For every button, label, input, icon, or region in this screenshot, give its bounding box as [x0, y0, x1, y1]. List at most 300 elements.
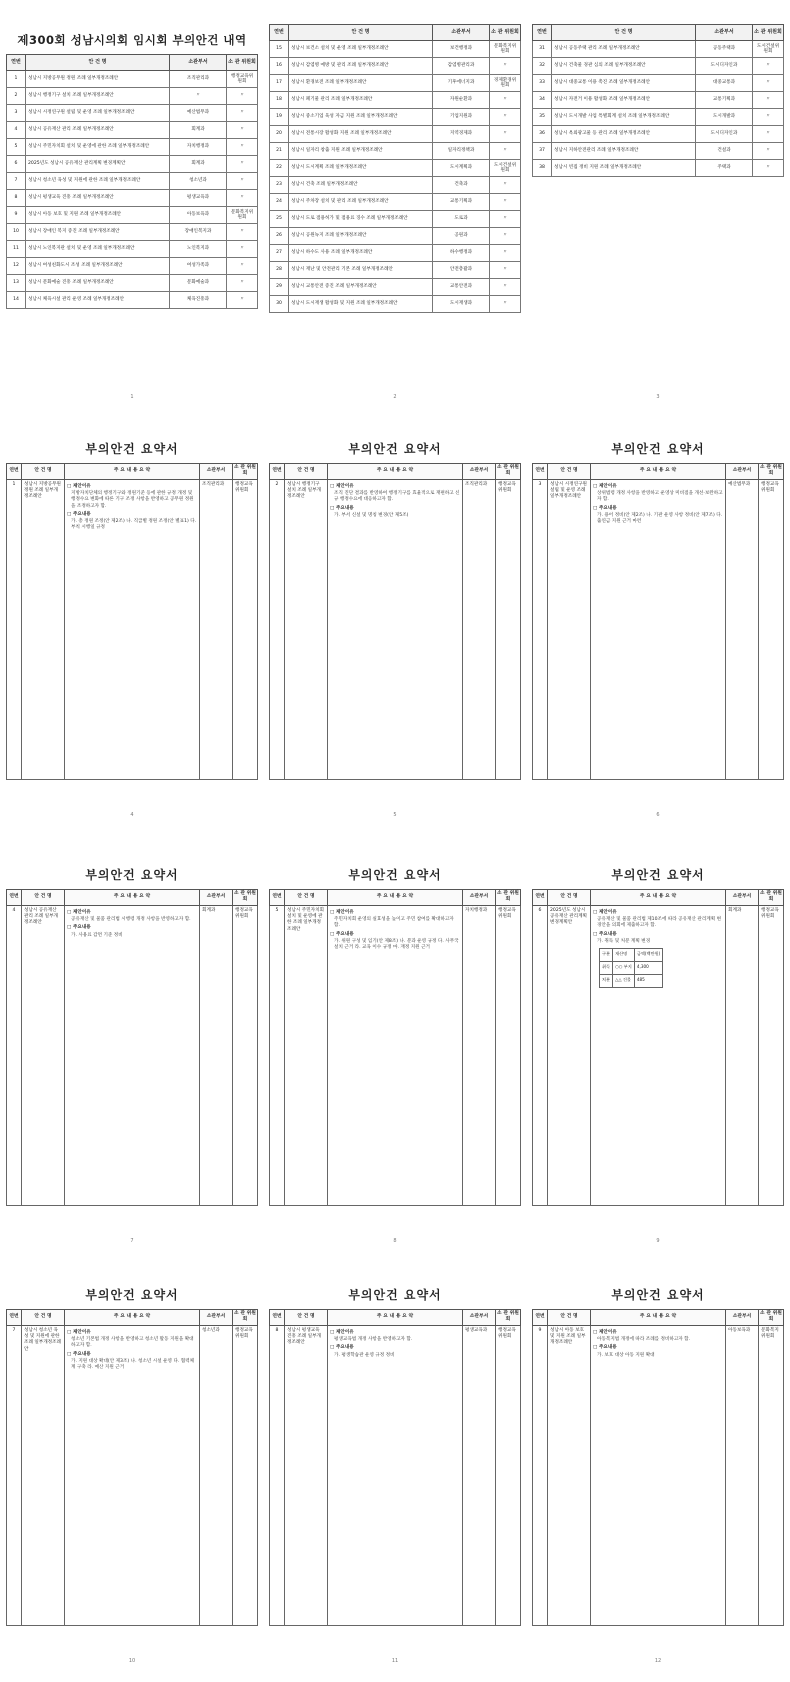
agenda-name: 성남시 지하안전관리 조례 일부개정조례안: [552, 143, 696, 160]
col-num: 연번: [7, 1310, 22, 1326]
col-summary: 주 요 내 용 요 약: [591, 890, 726, 906]
row-number: 36: [533, 126, 552, 143]
row-number: 38: [533, 160, 552, 177]
summary-body: [328, 1325, 463, 1625]
department: 노인복지과: [170, 241, 227, 258]
page-number: 11: [391, 1658, 399, 1664]
col-name: 안 건 명: [548, 464, 591, 480]
table-row: [7, 275, 258, 292]
col-name: 안 건 명: [289, 25, 433, 41]
property-table: [599, 948, 663, 988]
content-heading: □ 주요내용: [330, 505, 354, 511]
table-row: [7, 224, 258, 241]
committee: 행정교육위원회: [759, 905, 784, 1205]
committee: 〃: [227, 241, 258, 258]
col-name: 안 건 명: [285, 464, 328, 480]
col-name: 안 건 명: [22, 1310, 65, 1326]
agenda-name: 성남시 전통시장 활성화 지원 조례 일부개정조례안: [289, 126, 433, 143]
row-number: 28: [270, 262, 289, 279]
row-number: 26: [270, 228, 289, 245]
page-number: 5: [393, 812, 397, 818]
summary-table: [269, 889, 521, 1206]
summary-page: [6, 862, 258, 1246]
table-cell: ○○ 부지: [613, 961, 635, 974]
col-dept: 소관부서: [726, 890, 759, 906]
table-row: [7, 122, 258, 139]
agenda-name: 성남시 지방공무원 정원 조례 일부개정조례안: [26, 71, 170, 88]
table-row: [533, 143, 784, 160]
department: 교통안전과: [433, 279, 490, 296]
content-heading: □ 주요내용: [67, 511, 91, 517]
col-num: 연번: [270, 464, 285, 480]
committee: 문화복지위원회: [227, 207, 258, 224]
table-row: [7, 156, 258, 173]
agenda-list-table: [269, 24, 521, 313]
summary-title: 부의안건 요약서: [348, 442, 442, 456]
col-dept: 소관부서: [200, 890, 233, 906]
committee: 〃: [753, 143, 784, 160]
committee: 행정교육위원회: [233, 1325, 258, 1625]
row-number: 14: [7, 292, 26, 309]
table-row: [270, 194, 521, 211]
content-heading: □ 주요내용: [67, 925, 91, 931]
row-number: 3: [7, 105, 26, 122]
row-number: 7: [7, 173, 26, 190]
page-number: 8: [393, 1238, 397, 1244]
col-summary: 주 요 내 용 요 약: [65, 1310, 200, 1326]
col-num: 연번: [270, 1310, 285, 1326]
department: 하수행정과: [433, 245, 490, 262]
agenda-name: 성남시 아동 보호 및 지원 조례 일부개정조례안: [26, 207, 170, 224]
content-text: 가. 평생학습관 운영 규정 정비: [334, 1352, 395, 1358]
department: 평생교육과: [170, 190, 227, 207]
department: 장애인복지과: [170, 224, 227, 241]
agenda-name: 성남시 건축물 경관 심의 조례 일부개정조례안: [552, 58, 696, 75]
agenda-name: 성남시 행정기구 설치 조례 일부개정조례안: [285, 479, 328, 779]
department: 여성가족과: [170, 258, 227, 275]
table-row: [7, 105, 258, 122]
summary-body: [591, 479, 726, 779]
content-text: 가. 총 정원 조정(안 제2조) 나. 직급별 정원 조정(안 별표1) 다. 부칙 시행일 규정: [71, 518, 197, 531]
row-number: 7: [7, 1325, 22, 1625]
summary-table: [532, 463, 784, 780]
table-row: [7, 190, 258, 207]
department: 안전총괄과: [433, 262, 490, 279]
table-row: [7, 241, 258, 258]
row-number: 2: [7, 88, 26, 105]
table-row: [270, 296, 521, 313]
committee: 행정교육위원회: [233, 479, 258, 779]
reason-text: 평생교육법 개정 사항을 반영하고자 함.: [334, 1337, 413, 1343]
col-committee: 소 관 위원회: [753, 25, 784, 41]
col-dept: 소관부서: [200, 464, 233, 480]
agenda-name: 성남시 장애인 복지 증진 조례 일부개정조례안: [26, 224, 170, 241]
col-name: 안 건 명: [22, 890, 65, 906]
department: 공원과: [433, 228, 490, 245]
summary-page: [269, 436, 521, 820]
agenda-name: 성남시 지방공무원 정원 조례 일부개정조례안: [22, 479, 65, 779]
committee: 〃: [753, 58, 784, 75]
summary-table: [269, 1309, 521, 1626]
department: 조직관리과: [200, 479, 233, 779]
col-dept: 소관부서: [726, 1310, 759, 1326]
col-num: 연번: [533, 25, 552, 41]
summary-title: 부의안건 요약서: [348, 868, 442, 882]
col-name: 안 건 명: [552, 25, 696, 41]
col-committee: 소 관 위원회: [233, 1310, 258, 1326]
table-row: [270, 262, 521, 279]
content-text: 가. 부서 신설 및 명칭 변경(안 제5조): [334, 512, 409, 518]
department: 도시재생과: [433, 296, 490, 313]
department: 회계과: [170, 156, 227, 173]
content-text: 가. 위원 구성 및 임기(안 제8조) 나. 분과 운영 규정 다. 사무국 설치 근거 라. 교육 이수 규정 마. 재정 지원 근거: [334, 938, 459, 950]
list-page-1: [6, 18, 258, 402]
agenda-name: 성남시 도시개발 사업 특별회계 설치 조례 일부개정조례안: [552, 109, 696, 126]
table-row: [533, 75, 784, 92]
page-number: 9: [656, 1238, 660, 1244]
agenda-name: 성남시 청소년 육성 및 지원에 관한 조례 일부개정조례안: [22, 1325, 65, 1625]
committee: 〃: [753, 92, 784, 109]
department: 도시디자인과: [696, 126, 753, 143]
summary-title: 부의안건 요약서: [611, 442, 705, 456]
committee: 문화복지위원회: [490, 41, 521, 58]
col-dept: 소관부서: [170, 55, 227, 71]
col-committee: 소 관 위원회: [496, 464, 521, 480]
committee: 〃: [227, 88, 258, 105]
row-number: 27: [270, 245, 289, 262]
department: 공동주택과: [696, 41, 753, 58]
reason-text: 청소년 기본법 개정 사항을 반영하고 청소년 활동 지원을 확대하고자 함.: [71, 1337, 194, 1349]
committee: 〃: [490, 58, 521, 75]
department: 자치행정과: [170, 139, 227, 156]
row-number: 12: [7, 258, 26, 275]
list-page-3: [532, 18, 784, 402]
col-committee: 소 관 위원회: [227, 55, 258, 71]
committee: 〃: [753, 126, 784, 143]
agenda-name: 성남시 평생교육 진흥 조례 일부개정조례안: [26, 190, 170, 207]
table-row: [270, 41, 521, 58]
committee: 〃: [227, 122, 258, 139]
col-num: 연번: [7, 464, 22, 480]
col-name: 안 건 명: [285, 890, 328, 906]
table-row: [600, 974, 663, 987]
table-row: [270, 1325, 521, 1625]
col-name: 안 건 명: [26, 55, 170, 71]
agenda-name: 성남시 행정기구 설치 조례 일부개정조례안: [26, 88, 170, 105]
department: 대중교통과: [696, 75, 753, 92]
department: 평생교육과: [463, 1325, 496, 1625]
table-cell: △△ 건물: [613, 974, 635, 987]
department: 감염병관리과: [433, 58, 490, 75]
table-cell: 4,300: [634, 961, 663, 974]
committee: 〃: [490, 211, 521, 228]
agenda-name: 성남시 평생교육 진흥 조례 일부개정조례안: [285, 1325, 328, 1625]
agenda-name: 성남시 빈집 정비 지원 조례 일부개정조례안: [552, 160, 696, 177]
row-number: 10: [7, 224, 26, 241]
col-committee: 소 관 위원회: [490, 25, 521, 41]
content-text: 가. 지원 대상 확대(안 제3조) 나. 청소년 시설 운영 다. 협력체계 구축 라. 예산 지원 근거: [71, 1358, 195, 1370]
reason-heading: □ 제안이유: [330, 909, 354, 915]
summary-body: [328, 479, 463, 779]
committee: 〃: [490, 177, 521, 194]
summary-title: 부의안건 요약서: [611, 868, 705, 882]
row-number: 25: [270, 211, 289, 228]
agenda-name: 2025년도 성남시 공유재산 관리계획 변경계획안: [26, 156, 170, 173]
department: 도시개발과: [696, 109, 753, 126]
content-heading: □ 주요내용: [330, 931, 354, 937]
reason-text: 공유재산 및 물품 관리법 제10조에 따라 공유재산 관리계획 변경안을 의회에 제출하고자 함.: [597, 917, 722, 929]
committee: 〃: [490, 262, 521, 279]
row-number: 29: [270, 279, 289, 296]
row-number: 15: [270, 41, 289, 58]
content-text: 가. 취득 및 처분 계획 변경: [597, 938, 651, 944]
committee: 〃: [490, 279, 521, 296]
col-name: 안 건 명: [548, 890, 591, 906]
table-row: [270, 228, 521, 245]
summary-title: 부의안건 요약서: [85, 1288, 179, 1302]
committee: 도시건설위원회: [490, 160, 521, 177]
document-title: 제300회 성남시의회 임시회 부의안건 내역: [17, 33, 247, 47]
row-number: 24: [270, 194, 289, 211]
reason-text: 아동복지법 개정에 따라 조례를 정비하고자 함.: [597, 1337, 691, 1343]
agenda-name: 성남시 공유재산 관리 조례 일부개정조례안: [22, 905, 65, 1205]
table-row: [600, 948, 663, 961]
agenda-name: 성남시 시정연구원 설립 및 운영 조례 일부개정조례안: [26, 105, 170, 122]
table-cell: 485: [634, 974, 663, 987]
col-committee: 소 관 위원회: [759, 464, 784, 480]
page-number: 4: [130, 812, 134, 818]
col-committee: 소 관 위원회: [759, 890, 784, 906]
committee: 〃: [227, 292, 258, 309]
table-row: [7, 258, 258, 275]
col-summary: 주 요 내 용 요 약: [328, 890, 463, 906]
committee: 행정교육위원회: [233, 905, 258, 1205]
department: 건설과: [696, 143, 753, 160]
table-row: [270, 160, 521, 177]
committee: 도시건설위원회: [753, 41, 784, 58]
row-number: 37: [533, 143, 552, 160]
summary-page: [6, 1282, 258, 1666]
page-number: 2: [393, 394, 397, 400]
agenda-name: 성남시 공유재산 관리 조례 일부개정조례안: [26, 122, 170, 139]
page-number: 6: [656, 812, 660, 818]
department: 자치행정과: [463, 905, 496, 1205]
table-cell: 처분: [600, 974, 613, 987]
row-number: 2: [270, 479, 285, 779]
department: 교통기획과: [433, 194, 490, 211]
committee: 〃: [490, 245, 521, 262]
reason-text: 공유재산 및 물품 관리법 시행령 개정 사항을 반영하고자 함.: [71, 917, 191, 923]
table-row: [7, 139, 258, 156]
department: 일자리정책과: [433, 143, 490, 160]
table-row: [533, 905, 784, 1205]
summary-table: [6, 1309, 258, 1626]
row-number: 4: [7, 122, 26, 139]
committee: 경제환경위원회: [490, 75, 521, 92]
col-dept: 소관부서: [696, 25, 753, 41]
summary-title: 부의안건 요약서: [85, 442, 179, 456]
agenda-list-table: [532, 24, 784, 177]
table-cell: 취득: [600, 961, 613, 974]
agenda-name: 성남시 하수도 사용 조례 일부개정조례안: [289, 245, 433, 262]
agenda-name: 성남시 청소년 육성 및 지원에 관한 조례 일부개정조례안: [26, 173, 170, 190]
summary-table: [532, 889, 784, 1206]
row-number: 18: [270, 92, 289, 109]
department: 아동보육과: [726, 1325, 759, 1625]
table-row: [533, 479, 784, 779]
col-summary: 주 요 내 용 요 약: [591, 1310, 726, 1326]
summary-body: [65, 1325, 200, 1625]
col-name: 안 건 명: [285, 1310, 328, 1326]
table-row: [7, 292, 258, 309]
row-number: 1: [7, 71, 26, 88]
summary-page: [269, 862, 521, 1246]
table-cell: 구분: [600, 948, 613, 961]
committee: 행정교육위원회: [496, 905, 521, 1205]
department: 교통기획과: [696, 92, 753, 109]
summary-page: [6, 436, 258, 820]
col-committee: 소 관 위원회: [233, 890, 258, 906]
col-summary: 주 요 내 용 요 약: [65, 890, 200, 906]
col-dept: 소관부서: [726, 464, 759, 480]
committee: 〃: [490, 228, 521, 245]
department: 〃: [170, 88, 227, 105]
committee: 〃: [227, 139, 258, 156]
row-number: 16: [270, 58, 289, 75]
row-number: 31: [533, 41, 552, 58]
reason-text: 조직 진단 결과를 반영하여 행정기구를 효율적으로 재편하고 신규 행정수요에 대응하고자 함.: [334, 491, 460, 503]
agenda-name: 성남시 노인복지관 설치 및 운영 조례 일부개정조례안: [26, 241, 170, 258]
agenda-name: 성남시 문화예술 진흥 조례 일부개정조례안: [26, 275, 170, 292]
col-summary: 주 요 내 용 요 약: [591, 464, 726, 480]
department: 회계과: [726, 905, 759, 1205]
row-number: 33: [533, 75, 552, 92]
reason-heading: □ 제안이유: [593, 483, 617, 489]
department: 기업지원과: [433, 109, 490, 126]
row-number: 32: [533, 58, 552, 75]
col-dept: 소관부서: [463, 1310, 496, 1326]
list-page-2: [269, 18, 521, 402]
agenda-name: 성남시 대중교통 이용 촉진 조례 일부개정조례안: [552, 75, 696, 92]
content-text: 가. 용어 정비(안 제2조) 나. 기관 운영 사항 정비(안 제7조) 다. 출연금 지원 근거 마련: [597, 512, 723, 524]
department: 회계과: [200, 905, 233, 1205]
department: 자원순환과: [433, 92, 490, 109]
summary-body: [65, 905, 200, 1205]
col-num: 연번: [533, 464, 548, 480]
col-dept: 소관부서: [463, 464, 496, 480]
col-num: 연번: [7, 890, 22, 906]
table-row: [600, 961, 663, 974]
table-row: [270, 58, 521, 75]
col-dept: 소관부서: [433, 25, 490, 41]
row-number: 30: [270, 296, 289, 313]
agenda-name: 성남시 중소기업 육성 자금 지원 조례 일부개정조례안: [289, 109, 433, 126]
table-row: [7, 71, 258, 88]
agenda-name: 성남시 옥외광고물 등 관리 조례 일부개정조례안: [552, 126, 696, 143]
department: 기후에너지과: [433, 75, 490, 92]
reason-text: 상위법령 개정 사항을 반영하고 운영상 미비점을 개선·보완하고자 함.: [597, 491, 723, 503]
agenda-name: 성남시 공동주택 관리 조례 일부개정조례안: [552, 41, 696, 58]
committee: 〃: [227, 224, 258, 241]
row-number: 1: [7, 479, 22, 779]
summary-page: [269, 1282, 521, 1666]
department: 도로과: [433, 211, 490, 228]
agenda-name: 성남시 감염병 예방 및 관리 조례 일부개정조례안: [289, 58, 433, 75]
col-committee: 소 관 위원회: [496, 1310, 521, 1326]
committee: 행정교육위원회: [496, 1325, 521, 1625]
table-row: [7, 207, 258, 224]
agenda-name: 성남시 자전거 이용 활성화 조례 일부개정조례안: [552, 92, 696, 109]
col-summary: 주 요 내 용 요 약: [65, 464, 200, 480]
col-num: 연번: [533, 890, 548, 906]
content-text: 가. 보호 대상 아동 지원 확대: [597, 1352, 655, 1358]
table-cell: 재산명: [613, 948, 635, 961]
row-number: 3: [533, 479, 548, 779]
summary-body: [591, 1325, 726, 1625]
row-number: 8: [270, 1325, 285, 1625]
col-summary: 주 요 내 용 요 약: [328, 1310, 463, 1326]
table-row: [270, 479, 521, 779]
agenda-name: 성남시 건축 조례 일부개정조례안: [289, 177, 433, 194]
table-row: [270, 245, 521, 262]
row-number: 17: [270, 75, 289, 92]
content-heading: □ 주요내용: [593, 931, 617, 937]
agenda-name: 2025년도 성남시 공유재산 관리계획 변경계획안: [548, 905, 591, 1205]
summary-table: [269, 463, 521, 780]
table-row: [270, 109, 521, 126]
row-number: 23: [270, 177, 289, 194]
row-number: 5: [7, 139, 26, 156]
table-row: [7, 1325, 258, 1625]
committee: 〃: [227, 156, 258, 173]
row-number: 34: [533, 92, 552, 109]
agenda-name: 성남시 여성친화도시 조성 조례 일부개정조례안: [26, 258, 170, 275]
committee: 〃: [490, 143, 521, 160]
department: 조직관리과: [463, 479, 496, 779]
page-number: 10: [128, 1658, 136, 1664]
row-number: 8: [7, 190, 26, 207]
department: 문화예술과: [170, 275, 227, 292]
committee: 행정교육위원회: [496, 479, 521, 779]
row-number: 20: [270, 126, 289, 143]
col-num: 연번: [533, 1310, 548, 1326]
committee: 〃: [753, 109, 784, 126]
table-row: [533, 126, 784, 143]
department: 체육진흥과: [170, 292, 227, 309]
summary-title: 부의안건 요약서: [611, 1288, 705, 1302]
row-number: 35: [533, 109, 552, 126]
agenda-name: 성남시 도시재생 활성화 및 지원 조례 일부개정조례안: [289, 296, 433, 313]
department: 지역경제과: [433, 126, 490, 143]
committee: 문화복지위원회: [759, 1325, 784, 1625]
committee: 〃: [490, 109, 521, 126]
table-row: [533, 41, 784, 58]
summary-table: [532, 1309, 784, 1626]
table-row: [533, 1325, 784, 1625]
summary-body: [65, 479, 200, 779]
row-number: 9: [533, 1325, 548, 1625]
table-row: [7, 479, 258, 779]
agenda-name: 성남시 주민자치회 설치 및 운영에 관한 조례 일부개정조례안: [285, 905, 328, 1205]
committee: 〃: [753, 160, 784, 177]
committee: 〃: [227, 275, 258, 292]
reason-heading: □ 제안이유: [67, 483, 91, 489]
table-cell: 금액(백만원): [634, 948, 663, 961]
committee: 행정교육위원회: [227, 71, 258, 88]
agenda-name: 성남시 환경보전 조례 일부개정조례안: [289, 75, 433, 92]
table-row: [7, 88, 258, 105]
summary-title: 부의안건 요약서: [85, 868, 179, 882]
